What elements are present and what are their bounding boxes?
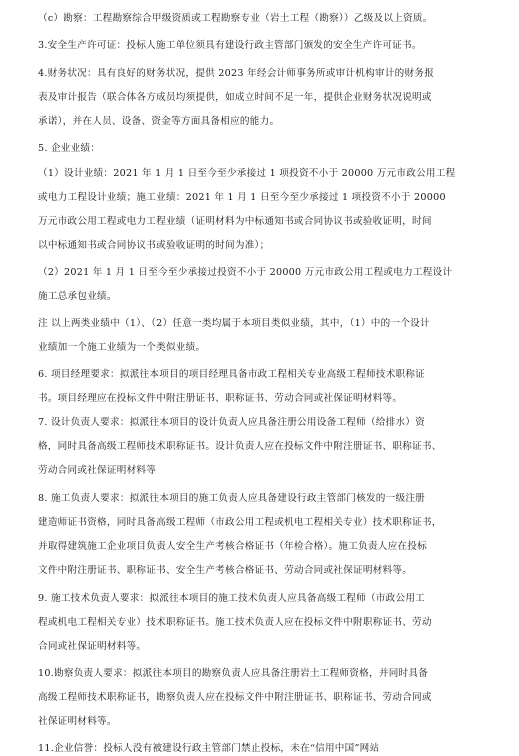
text-line: 格，同时具备高级工程师技术职称证书。设计负责人应在投标文件中附注册证书、职称证书、 [38,441,442,452]
text-line: 社保证明材料等。 [38,716,117,727]
text-line: 建造师证书资格，同时具备高级工程师（市政公用工程或机电工程相关专业）技术职称证书， [38,517,442,528]
text-line: 施工总承包业绩。 [38,291,117,302]
text-line: 6. 项目经理要求：拟派往本项目的项目经理具备市政工程相关专业高级工程师技术职称证 [38,369,426,380]
text-line: 5. 企业业绩： [38,143,101,154]
text-line: 表及审计报告（联合体各方成员均须提供，如成立时间不足一年，提供企业财务状况说明或 [38,92,432,103]
text-line: 注 以上两类业绩中（1）、（2）任意一类均属于本项目类似业绩，其中，（1）中的一个设计 [38,318,430,329]
text-line: 或电力工程设计业绩；施工业绩：2021 年 1 月 1 日至今至少承接过 1 项投资不小于 20000 [38,192,446,203]
text-line: 程或机电工程相关专业）技术职称证书。施工技术负责人应在投标文件中附职称证书、劳动 [38,617,432,628]
text-line: 以中标通知书或合同协议书或验收证明的时间为准）； [38,240,270,251]
text-line: 3.安全生产许可证：投标人施工单位须具有建设行政主管部门颁发的安全生产许可证书。 [38,40,422,51]
text-line: 文件中附注册证书、职称证书、安全生产考核合格证书、劳动合同或社保证明材料等。 [38,565,413,576]
text-line: 劳动合同或社保证明材料等 [38,465,157,476]
text-line: 业绩加一个施工业绩为一个类似业绩。 [38,342,206,353]
text-line: 万元市政公用工程或电力工程业绩（证明材料为中标通知书或合同协议书或验收证明，时间 [38,216,432,227]
text-line: （1）设计业绩：2021 年 1 月 1 日至今至少承接过 1 项投资不小于 20000 万元市政公用工程 [38,168,456,179]
text-line: 8. 施工负责人要求：拟派往本项目的施工负责人应具备建设行政主管部门核发的一级注册 [38,493,426,504]
text-line: （c）勘察：工程勘察综合甲级资质或工程勘察专业（岩土工程（勘察））乙级及以上资质。 [38,13,433,24]
text-line: 高级工程师技术职称证书，勘察负责人应在投标文件中附注册证书、职称证书、劳动合同或 [38,692,432,703]
text-line: 11.企业信誉：投标人没有被建设行政主管部门禁止投标，未在“信用中国”网站 [38,743,380,754]
text-line: 4.财务状况：具有良好的财务状况，提供 2023 年经会计师事务所或审计机构审计的财务报 [38,68,435,79]
text-line: 并取得建筑施工企业项目负责人安全生产考核合格证书（年检合格）。施工负责人应在投标 [38,541,427,552]
text-line: 书。项目经理应在投标文件中附注册证书、职称证书、劳动合同或社保证明材料等。 [38,393,403,404]
text-line: （2）2021 年 1 月 1 日至今至少承接过投资不小于 20000 万元市政公用工程或电力工程设计 [38,267,453,278]
text-line: 承诺），并在人员、设备、资金等方面具备相应的能力。 [38,116,280,127]
text-line: 10.勘察负责人要求：拟派往本项目的勘察负责人应具备注册岩土工程师资格，并同时具备 [38,668,429,679]
text-line: 合同或社保证明材料等。 [38,641,147,652]
text-line: 7. 设计负责人要求：拟派往本项目的设计负责人应具备注册公用设备工程师（给排水）资 [38,417,426,428]
text-line: 9. 施工技术负责人要求：拟派往本项目的施工技术负责人应具备高级工程师（市政公用工 [38,593,426,604]
